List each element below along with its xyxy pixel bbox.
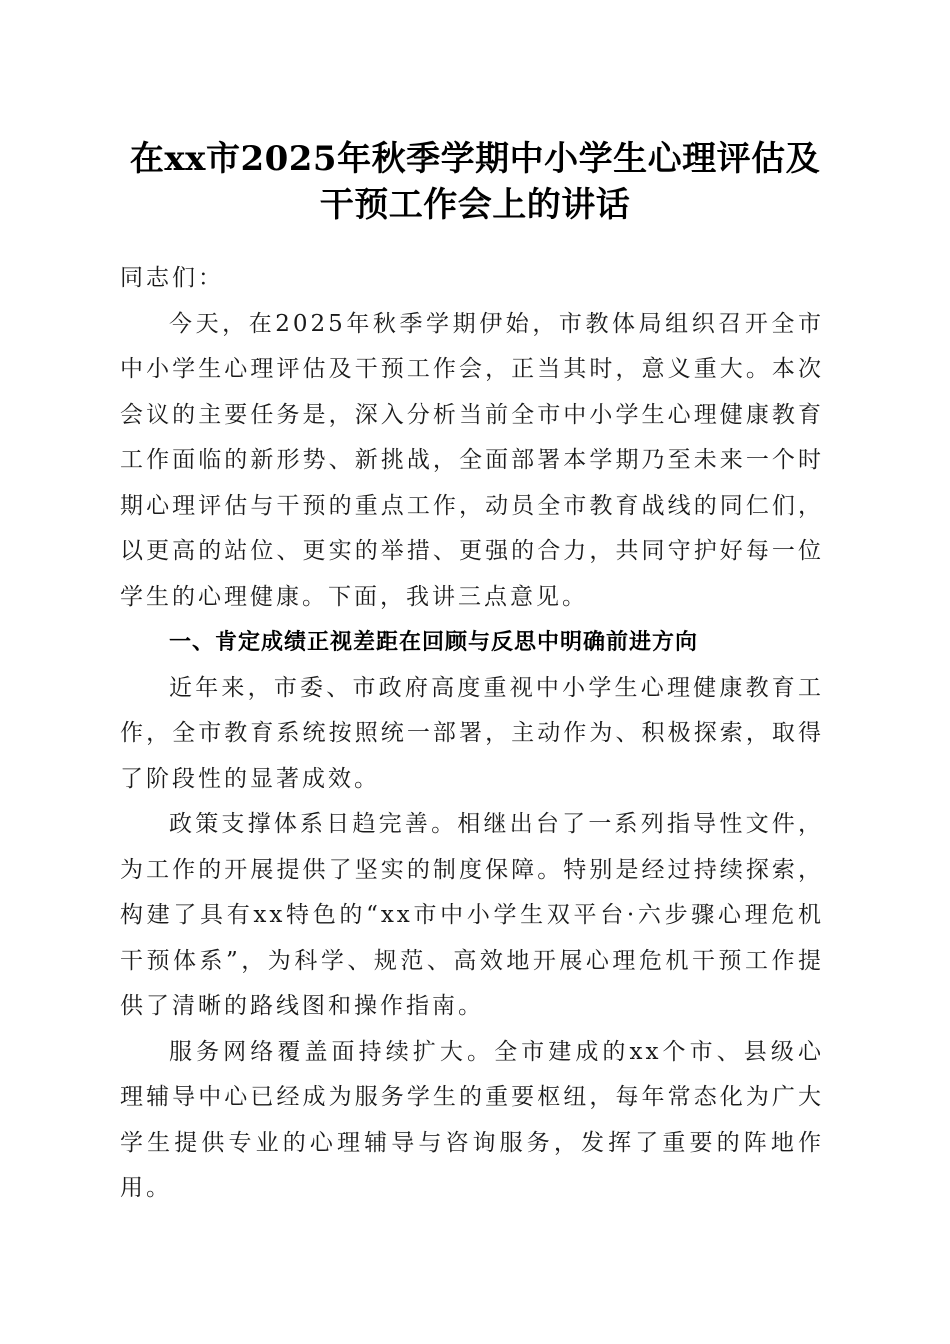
paragraph-service-network: 服务网络覆盖面持续扩大。全市建成的xx个市、县级心理辅导中心已经成为服务学生的重要枢纽，每年常态化为广大学生提供专业的心理辅导与咨询服务，发挥了重要的阵地作用。	[120, 1038, 824, 1201]
section-heading-1: 一、肯定成绩正视差距在回顾与反思中明确前进方向	[169, 630, 699, 655]
paragraph-policy-support: 政策支撑体系日趋完善。相继出台了一系列指导性文件，为工作的开展提供了坚实的制度保障。特别是经过持续探索，构建了具有xx特色的“xx市中小学生双平台·六步骤心理危机干预体系”，为科学、规范、高效地开展心理危机干预工作提供了清晰的路线图和操作指南。	[120, 811, 824, 1019]
paragraph-achievements: 近年来，市委、市政府高度重视中小学生心理健康教育工作，全市教育系统按照统一部署，主动作为、积极探索，取得了阶段性的显著成效。	[120, 674, 824, 792]
title-line-1: 在xx市2025年秋季学期中小学生心理评估及	[129, 139, 821, 179]
title-line-2: 干预工作会上的讲话	[319, 185, 631, 225]
paragraph-intro: 今天，在2025年秋季学期伊始，市教体局组织召开全市中小学生心理评估及干预工作会，正当其时，意义重大。本次会议的主要任务是，深入分析当前全市中小学生心理健康教育工作面临的新形势、新挑战，全面部署本学期乃至未来一个时期心理评估与干预的重点工作，动员全市教育战线的同仁们，以更高的站位、更实的举措、更强的合力，共同守护好每一位学生的心理健康。下面，我讲三点意见。	[120, 310, 824, 610]
document-body	[120, 256, 824, 1212]
document-title	[110, 136, 840, 228]
salutation: 同志们：	[120, 265, 224, 291]
